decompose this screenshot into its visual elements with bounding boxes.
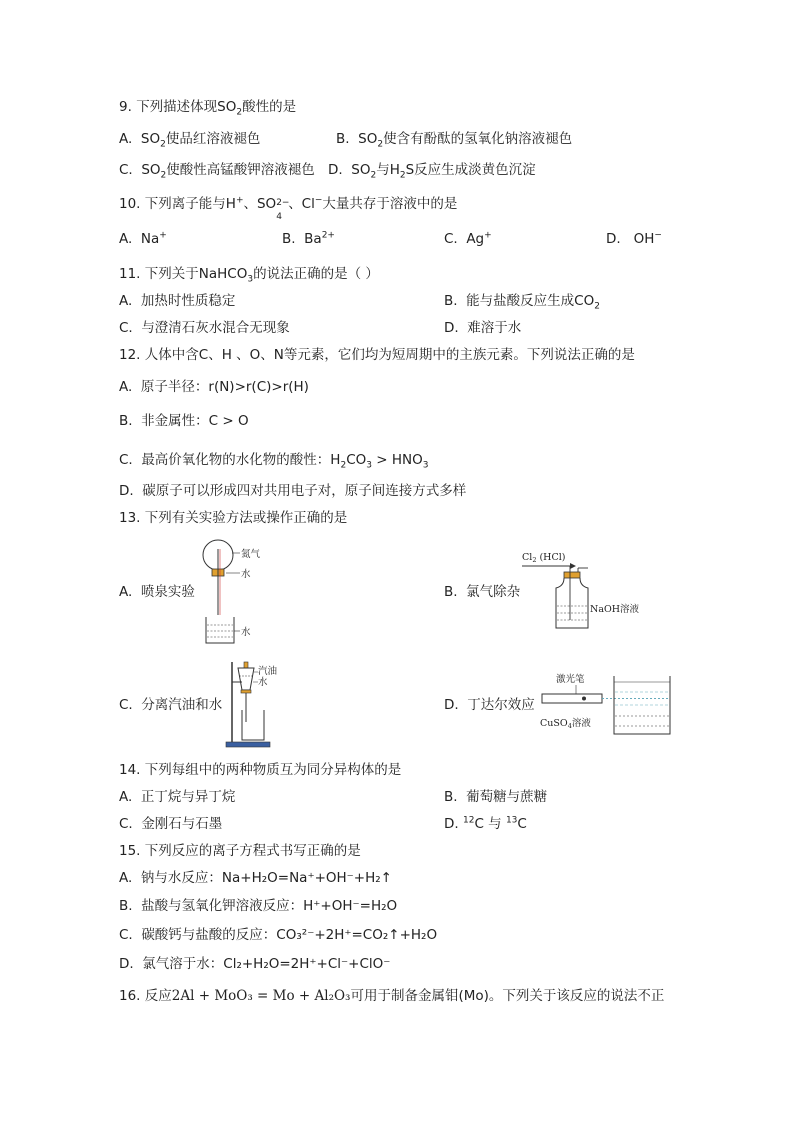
q16-stem: 16. 反应2Al + MoO₃ = Mo + Al₂O₃可用于制备金属钼(Mo)。下列关于该反应的说法不正	[119, 988, 665, 1004]
fountain-gas-label: 氮气	[241, 549, 261, 560]
q9-option-c[interactable]: C. $SO_2$使酸性高锰酸钾溶液褪色	[119, 162, 315, 181]
q9-stem: 9. 下列描述体现$SO_2$酸性的是	[119, 99, 297, 118]
naoh-solution-label: NaOH溶液	[590, 604, 640, 615]
q12-option-c[interactable]: C. 最高价氧化物的水化物的酸性：$H_2CO_3 > HNO_3$	[119, 452, 429, 471]
q9-option-a[interactable]: A. $SO_2$使品红溶液褪色	[119, 131, 261, 150]
q10-option-d[interactable]: D. OH−	[606, 230, 662, 247]
q10-option-b[interactable]: B. $Ba^{2+}$	[282, 230, 335, 247]
q9-option-b[interactable]: B. $SO_2$使含有酚酞的氢氧化钠溶液褪色	[336, 131, 573, 150]
q13-option-c[interactable]: C. 分离汽油和水	[119, 697, 223, 713]
q12-option-a[interactable]: A. 原子半径：r(N)>r(C)>r(H)	[119, 379, 309, 395]
q15-option-d[interactable]: D. 氯气溶于水：Cl₂+H₂O=2H⁺+Cl⁻+ClO⁻	[119, 956, 391, 972]
q15-stem: 15. 下列反应的离子方程式书写正确的是	[119, 843, 361, 859]
q11-stem: 11. 下列关于NaHCO$_3$的说法正确的是（ ）	[119, 266, 379, 285]
q15-option-b[interactable]: B. 盐酸与氢氧化钾溶液反应：H⁺+OH⁻=H₂O	[119, 898, 398, 914]
gasoline-label: 汽油	[258, 666, 278, 677]
q12-option-b[interactable]: B. 非金属性：C > O	[119, 413, 249, 429]
separatory-funnel-figure	[224, 658, 284, 750]
q9-option-d[interactable]: D. $SO_2$与$H_2S$反应生成淡黄色沉淀	[328, 162, 536, 181]
q12-stem: 12. 人体中含C、H 、O、N等元素，它们均为短周期中的主族元素。下列说法正确的是	[119, 347, 635, 363]
q14-option-a[interactable]: A. 正丁烷与异丁烷	[119, 789, 236, 805]
q11-option-d[interactable]: D. 难溶于水	[444, 320, 522, 336]
fountain-experiment-figure	[196, 535, 266, 651]
q11-option-c[interactable]: C. 与澄清石灰水混合无现象	[119, 320, 290, 336]
q11-option-b[interactable]: B. 能与盐酸反应生成$CO_2$	[444, 293, 600, 312]
q14-option-c[interactable]: C. 金刚石与石墨	[119, 816, 223, 832]
fountain-water-label-bottom: 水	[241, 627, 251, 638]
chlorine-gas-label: $Cl_2$ (HCl)	[522, 552, 566, 564]
q10-option-a[interactable]: A. Na+	[119, 230, 167, 247]
laser-pen-label: 激光笔	[556, 674, 585, 685]
q11-option-a[interactable]: A. 加热时性质稳定	[119, 293, 236, 309]
q14-option-d[interactable]: D. $^{12}$C 与 $^{13}$C	[444, 815, 527, 832]
q13-stem: 13. 下列有关实验方法或操作正确的是	[119, 510, 348, 526]
q15-option-c[interactable]: C. 碳酸钙与盐酸的反应：CO₃²⁻+2H⁺=CO₂↑+H₂O	[119, 927, 438, 943]
q15-option-a[interactable]: A. 钠与水反应：Na+H₂O=Na⁺+OH⁻+H₂↑	[119, 870, 392, 886]
tyndall-effect-figure	[538, 668, 674, 738]
q10-stem: 10. 下列离子能与H+、SO 2− 4 、Cl−大量共存于溶液中的是	[119, 195, 458, 222]
q13-option-d[interactable]: D. 丁达尔效应	[444, 697, 535, 713]
q10-option-c[interactable]: C. Ag+	[444, 230, 492, 247]
q13-option-a[interactable]: A. 喷泉实验	[119, 584, 195, 600]
q13-option-b[interactable]: B. 氯气除杂	[444, 584, 521, 600]
chlorine-purification-figure	[520, 548, 660, 634]
fountain-water-label-top: 水	[241, 569, 251, 580]
q14-option-b[interactable]: B. 葡萄糖与蔗糖	[444, 789, 548, 805]
water-label: 水	[258, 677, 268, 688]
q14-stem: 14. 下列每组中的两种物质互为同分异构体的是	[119, 762, 402, 778]
q12-option-d[interactable]: D. 碳原子可以形成四对共用电子对，原子间连接方式多样	[119, 483, 467, 499]
cuso4-solution-label: CuSO$_4$溶液	[540, 718, 591, 730]
